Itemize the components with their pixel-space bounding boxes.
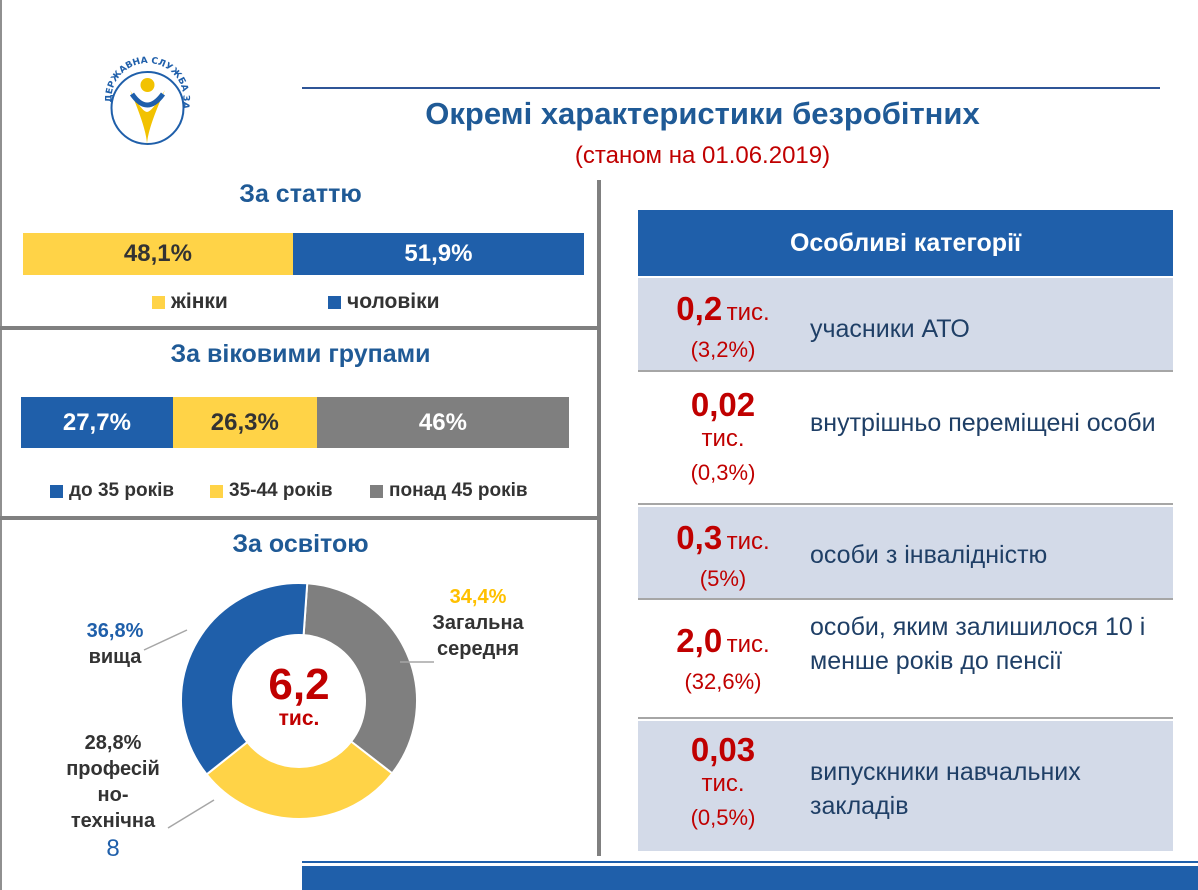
category-value-cell — [638, 521, 808, 596]
category-pct: (0,5%) — [690, 805, 756, 830]
age-old-value: 46% — [418, 408, 467, 436]
logo-text: ДЕРЖАВНА СЛУЖБА ЗА — [104, 55, 191, 110]
category-label: внутрішньо переміщені особи — [810, 409, 1156, 437]
education-vocational-name-1: професій — [66, 758, 160, 780]
category-row-prepension — [638, 600, 1173, 718]
age-middle-value: 26,3% — [210, 408, 279, 436]
education-vocational-pct: 28,8% — [84, 732, 142, 754]
footer-line — [302, 861, 1198, 863]
section-divider-2 — [0, 516, 601, 520]
header-rule — [302, 87, 1160, 89]
category-row-idp — [638, 372, 1173, 504]
categories-header: Особливі категорії — [638, 210, 1173, 276]
category-value: 0,2 — [676, 290, 723, 327]
age-bar-old — [317, 397, 569, 448]
gender-legend-women-label: жінки — [171, 290, 228, 313]
footer-band — [302, 866, 1198, 890]
education-general-name-2: середня — [436, 638, 520, 660]
left-edge-line — [0, 0, 2, 890]
category-unit: тис. — [726, 631, 770, 658]
age-bar-young — [21, 397, 173, 448]
category-unit: тис. — [726, 299, 770, 326]
category-value-cell — [638, 624, 808, 699]
category-label: учасники АТО — [810, 315, 970, 343]
education-vocational-name-3: технічна — [70, 810, 156, 832]
page-title: Окремі характеристики безробітних — [425, 96, 980, 131]
category-pct: (5%) — [699, 566, 747, 591]
gender-section-title: За статтю — [239, 180, 362, 208]
category-value-cell — [638, 733, 808, 835]
age-bar — [21, 397, 569, 448]
category-pct: (32,6%) — [684, 669, 762, 694]
category-value: 0,3 — [676, 519, 723, 556]
category-value: 2,0 — [676, 622, 723, 659]
education-general-label — [418, 584, 538, 662]
education-section-title: За освітою — [232, 530, 369, 558]
category-value-cell — [638, 292, 808, 367]
donut-center-unit: тис. — [278, 707, 320, 730]
age-legend-old-label: понад 45 років — [389, 480, 528, 501]
age-legend-young-label: до 35 років — [69, 480, 175, 501]
gender-legend-women — [152, 290, 228, 314]
blue-swatch-icon — [328, 296, 341, 309]
age-section-title: За віковими групами — [170, 340, 431, 368]
category-pct: (0,3%) — [690, 460, 756, 485]
yellow-swatch-icon — [152, 296, 165, 309]
donut-center-value: 6,2 — [268, 660, 330, 709]
category-label: особи з інвалідністю — [810, 541, 1048, 569]
category-unit: тис. — [726, 528, 770, 555]
gender-bar-women — [23, 233, 293, 275]
age-legend-young — [50, 480, 174, 502]
age-legend-old — [370, 480, 528, 502]
age-legend-middle — [210, 480, 333, 502]
education-higher-pct: 36,8% — [86, 620, 144, 642]
category-value-cell — [638, 388, 808, 490]
age-bar-middle — [173, 397, 317, 448]
category-pct: (3,2%) — [690, 337, 756, 362]
education-general-pct: 34,4% — [449, 586, 507, 608]
leader-line-vocational — [168, 800, 214, 828]
gender-women-value: 48,1% — [123, 240, 192, 267]
education-higher-name: вища — [88, 646, 142, 668]
yellow-swatch-icon — [210, 485, 223, 498]
category-row-ato — [638, 276, 1173, 372]
page-subtitle: (станом на 01.06.2019) — [574, 142, 831, 169]
category-value: 0,02 — [690, 386, 756, 423]
gray-swatch-icon — [370, 485, 383, 498]
gender-bar-men — [293, 233, 584, 275]
gender-legend-men — [328, 290, 440, 314]
category-row-disability — [638, 505, 1173, 600]
category-label: випускники навчальних закладів — [810, 758, 1081, 820]
education-higher-label — [62, 618, 168, 670]
blue-swatch-icon — [50, 485, 63, 498]
section-divider-1 — [0, 326, 601, 330]
category-value: 0,03 — [690, 731, 756, 768]
gender-legend-men-label: чоловіки — [347, 290, 440, 313]
education-vocational-label — [55, 730, 171, 864]
age-legend-middle-label: 35-44 років — [229, 480, 333, 501]
gender-men-value: 51,9% — [404, 240, 473, 267]
category-unit: тис. — [701, 770, 745, 797]
education-vocational-name-2: но- — [97, 784, 129, 806]
category-label: особи, яким залишилося 10 і менше років до пенсії — [810, 613, 1146, 675]
gender-bar — [23, 233, 584, 275]
education-general-name-1: Загальна — [432, 612, 524, 634]
employment-service-logo — [100, 50, 195, 160]
age-young-value: 27,7% — [62, 408, 131, 436]
education-vocational-tail: 8 — [106, 835, 120, 862]
category-unit: тис. — [701, 425, 745, 452]
category-row-graduates — [638, 719, 1173, 851]
